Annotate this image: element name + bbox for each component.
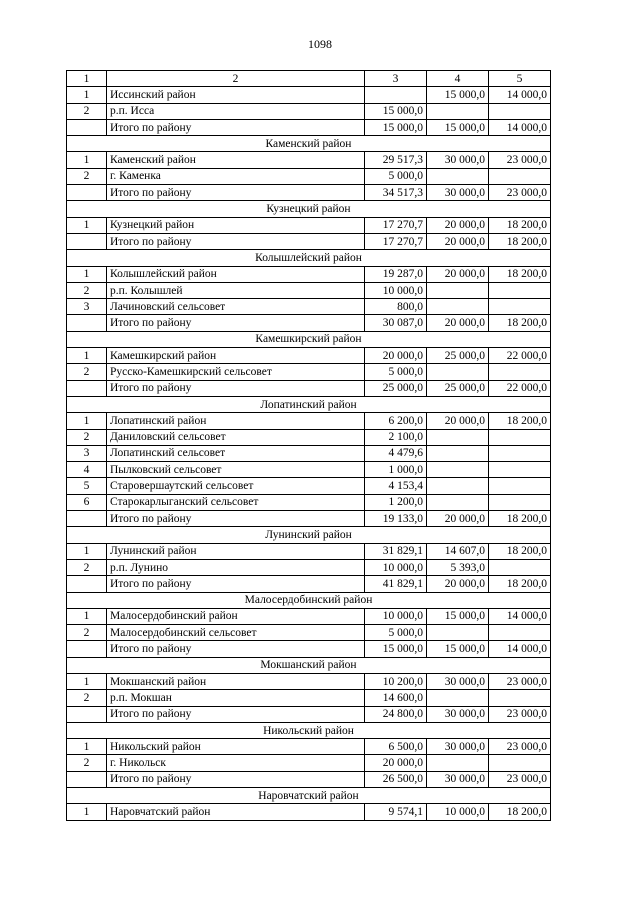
value-col5-cell — [489, 364, 551, 380]
value-col4-cell: 30 000,0 — [427, 152, 489, 168]
entity-name-cell: Мокшанский район — [107, 673, 365, 689]
table-row — [67, 625, 551, 641]
entity-name-cell: р.п. Мокшан — [107, 690, 365, 706]
table-row — [67, 559, 551, 575]
column-header: 2 — [107, 71, 365, 87]
row-number-cell — [67, 641, 107, 657]
row-number-cell: 1 — [67, 217, 107, 233]
table-row — [67, 739, 551, 755]
table-row — [67, 673, 551, 689]
section-title: Малосердобинский район — [67, 592, 551, 608]
table-row — [67, 103, 551, 119]
value-col4-cell: 10 000,0 — [427, 804, 489, 820]
entity-name-cell: Итого по району — [107, 576, 365, 592]
table-row — [67, 87, 551, 103]
value-col3-cell: 29 517,3 — [365, 152, 427, 168]
row-number-cell: 1 — [67, 739, 107, 755]
value-col5-cell: 18 200,0 — [489, 413, 551, 429]
section-heading-row — [67, 201, 551, 217]
table-row — [67, 429, 551, 445]
value-col5-cell — [489, 755, 551, 771]
value-col3-cell — [365, 87, 427, 103]
value-col3-cell: 25 000,0 — [365, 380, 427, 396]
value-col4-cell: 20 000,0 — [427, 413, 489, 429]
entity-name-cell: Итого по району — [107, 185, 365, 201]
value-col3-cell: 34 517,3 — [365, 185, 427, 201]
value-col5-cell: 18 200,0 — [489, 576, 551, 592]
value-col5-cell: 22 000,0 — [489, 348, 551, 364]
row-number-cell: 3 — [67, 299, 107, 315]
table-row — [67, 494, 551, 510]
budget-table — [66, 70, 551, 821]
value-col4-cell — [427, 690, 489, 706]
value-col5-cell — [489, 690, 551, 706]
table-row — [67, 348, 551, 364]
table-row — [67, 690, 551, 706]
value-col5-cell — [489, 445, 551, 461]
row-number-cell: 1 — [67, 608, 107, 624]
value-col5-cell — [489, 299, 551, 315]
value-col4-cell: 30 000,0 — [427, 771, 489, 787]
table-row — [67, 462, 551, 478]
row-number-cell — [67, 119, 107, 135]
value-col3-cell: 20 000,0 — [365, 348, 427, 364]
entity-name-cell: Малосердобинский район — [107, 608, 365, 624]
entity-name-cell: Итого по району — [107, 511, 365, 527]
value-col3-cell: 5 000,0 — [365, 364, 427, 380]
value-col3-cell: 15 000,0 — [365, 103, 427, 119]
entity-name-cell: Камешкирский район — [107, 348, 365, 364]
column-header: 1 — [67, 71, 107, 87]
entity-name-cell: р.п. Колышлей — [107, 282, 365, 298]
entity-name-cell: Даниловский сельсовет — [107, 429, 365, 445]
value-col4-cell: 15 000,0 — [427, 608, 489, 624]
entity-name-cell: Русско-Камешкирский сельсовет — [107, 364, 365, 380]
section-title: Камешкирский район — [67, 331, 551, 347]
entity-name-cell: г. Каменка — [107, 168, 365, 184]
value-col3-cell: 15 000,0 — [365, 119, 427, 135]
value-col5-cell — [489, 494, 551, 510]
entity-name-cell: Иссинский район — [107, 87, 365, 103]
entity-name-cell: Наровчатский район — [107, 804, 365, 820]
value-col5-cell: 14 000,0 — [489, 87, 551, 103]
row-number-cell: 1 — [67, 87, 107, 103]
value-col3-cell: 10 000,0 — [365, 608, 427, 624]
row-number-cell — [67, 771, 107, 787]
row-number-cell: 2 — [67, 429, 107, 445]
row-number-cell: 1 — [67, 266, 107, 282]
section-title: Каменский район — [67, 136, 551, 152]
row-number-cell: 1 — [67, 413, 107, 429]
entity-name-cell: Старовершаутский сельсовет — [107, 478, 365, 494]
row-number-cell: 2 — [67, 364, 107, 380]
value-col3-cell: 19 133,0 — [365, 511, 427, 527]
table-row — [67, 804, 551, 820]
entity-name-cell: Итого по району — [107, 233, 365, 249]
row-number-cell — [67, 315, 107, 331]
entity-name-cell: Итого по району — [107, 119, 365, 135]
value-col3-cell: 9 574,1 — [365, 804, 427, 820]
value-col5-cell — [489, 625, 551, 641]
value-col5-cell — [489, 462, 551, 478]
value-col3-cell: 6 500,0 — [365, 739, 427, 755]
entity-name-cell: г. Никольск — [107, 755, 365, 771]
value-col4-cell — [427, 429, 489, 445]
value-col3-cell: 4 153,4 — [365, 478, 427, 494]
entity-name-cell: р.п. Лунино — [107, 559, 365, 575]
value-col5-cell — [489, 559, 551, 575]
entity-name-cell: Пылковский сельсовет — [107, 462, 365, 478]
value-col4-cell: 20 000,0 — [427, 217, 489, 233]
value-col3-cell: 15 000,0 — [365, 641, 427, 657]
value-col5-cell: 14 000,0 — [489, 641, 551, 657]
row-number-cell — [67, 511, 107, 527]
table-row — [67, 543, 551, 559]
entity-name-cell: Лопатинский сельсовет — [107, 445, 365, 461]
value-col5-cell: 23 000,0 — [489, 706, 551, 722]
row-number-cell: 1 — [67, 804, 107, 820]
row-number-cell: 2 — [67, 690, 107, 706]
entity-name-cell: Малосердобинский сельсовет — [107, 625, 365, 641]
value-col4-cell: 30 000,0 — [427, 739, 489, 755]
value-col4-cell: 25 000,0 — [427, 380, 489, 396]
row-number-cell: 1 — [67, 543, 107, 559]
entity-name-cell: Старокарлыганский сельсовет — [107, 494, 365, 510]
value-col4-cell: 20 000,0 — [427, 576, 489, 592]
total-row — [67, 576, 551, 592]
table-row — [67, 364, 551, 380]
value-col4-cell — [427, 445, 489, 461]
column-header: 4 — [427, 71, 489, 87]
entity-name-cell: Никольский район — [107, 739, 365, 755]
value-col3-cell: 31 829,1 — [365, 543, 427, 559]
value-col3-cell: 20 000,0 — [365, 755, 427, 771]
value-col3-cell: 10 200,0 — [365, 673, 427, 689]
row-number-cell — [67, 233, 107, 249]
value-col5-cell: 14 000,0 — [489, 119, 551, 135]
total-row — [67, 771, 551, 787]
column-header: 3 — [365, 71, 427, 87]
value-col4-cell — [427, 625, 489, 641]
total-row — [67, 315, 551, 331]
total-row — [67, 185, 551, 201]
value-col4-cell: 20 000,0 — [427, 511, 489, 527]
row-number-cell: 2 — [67, 755, 107, 771]
entity-name-cell: Итого по району — [107, 380, 365, 396]
value-col3-cell: 30 087,0 — [365, 315, 427, 331]
value-col5-cell: 23 000,0 — [489, 739, 551, 755]
value-col3-cell: 24 800,0 — [365, 706, 427, 722]
section-title: Мокшанский район — [67, 657, 551, 673]
row-number-cell: 1 — [67, 673, 107, 689]
value-col4-cell — [427, 364, 489, 380]
value-col5-cell — [489, 478, 551, 494]
value-col4-cell: 25 000,0 — [427, 348, 489, 364]
row-number-cell — [67, 706, 107, 722]
entity-name-cell: Каменский район — [107, 152, 365, 168]
value-col3-cell: 26 500,0 — [365, 771, 427, 787]
value-col3-cell: 17 270,7 — [365, 217, 427, 233]
entity-name-cell: р.п. Исса — [107, 103, 365, 119]
value-col5-cell: 18 200,0 — [489, 543, 551, 559]
row-number-cell: 2 — [67, 282, 107, 298]
value-col4-cell — [427, 103, 489, 119]
section-title: Лопатинский район — [67, 396, 551, 412]
row-number-cell: 2 — [67, 103, 107, 119]
value-col4-cell: 30 000,0 — [427, 673, 489, 689]
section-title: Колышлейский район — [67, 250, 551, 266]
page-number: 1098 — [308, 37, 332, 51]
row-number-cell — [67, 380, 107, 396]
section-heading-row — [67, 527, 551, 543]
entity-name-cell: Итого по району — [107, 706, 365, 722]
total-row — [67, 233, 551, 249]
value-col5-cell: 23 000,0 — [489, 152, 551, 168]
table-row — [67, 152, 551, 168]
section-heading-row — [67, 331, 551, 347]
entity-name-cell: Итого по району — [107, 771, 365, 787]
row-number-cell: 1 — [67, 348, 107, 364]
value-col5-cell: 18 200,0 — [489, 315, 551, 331]
column-header: 5 — [489, 71, 551, 87]
value-col4-cell — [427, 755, 489, 771]
value-col3-cell: 5 000,0 — [365, 168, 427, 184]
row-number-cell: 2 — [67, 168, 107, 184]
value-col4-cell: 30 000,0 — [427, 706, 489, 722]
total-row — [67, 511, 551, 527]
value-col4-cell: 30 000,0 — [427, 185, 489, 201]
value-col4-cell: 20 000,0 — [427, 233, 489, 249]
entity-name-cell: Колышлейский район — [107, 266, 365, 282]
row-number-cell: 5 — [67, 478, 107, 494]
table-body — [67, 71, 551, 821]
value-col3-cell: 10 000,0 — [365, 559, 427, 575]
section-title: Наровчатский район — [67, 788, 551, 804]
table-row — [67, 413, 551, 429]
section-heading-row — [67, 592, 551, 608]
row-number-cell: 3 — [67, 445, 107, 461]
table-row — [67, 266, 551, 282]
value-col5-cell — [489, 103, 551, 119]
value-col3-cell: 1 000,0 — [365, 462, 427, 478]
value-col5-cell: 23 000,0 — [489, 673, 551, 689]
value-col5-cell: 14 000,0 — [489, 608, 551, 624]
section-title: Кузнецкий район — [67, 201, 551, 217]
value-col4-cell — [427, 299, 489, 315]
total-row — [67, 641, 551, 657]
table-row — [67, 755, 551, 771]
total-row — [67, 119, 551, 135]
value-col5-cell: 18 200,0 — [489, 233, 551, 249]
total-row — [67, 706, 551, 722]
total-row — [67, 380, 551, 396]
value-col3-cell: 6 200,0 — [365, 413, 427, 429]
table-row — [67, 445, 551, 461]
section-heading-row — [67, 722, 551, 738]
value-col4-cell: 14 607,0 — [427, 543, 489, 559]
table-row — [67, 217, 551, 233]
value-col3-cell: 1 200,0 — [365, 494, 427, 510]
row-number-cell: 6 — [67, 494, 107, 510]
value-col4-cell — [427, 478, 489, 494]
entity-name-cell: Кузнецкий район — [107, 217, 365, 233]
table-row — [67, 299, 551, 315]
value-col3-cell: 41 829,1 — [365, 576, 427, 592]
value-col4-cell — [427, 494, 489, 510]
entity-name-cell: Лунинский район — [107, 543, 365, 559]
value-col5-cell: 18 200,0 — [489, 266, 551, 282]
value-col3-cell: 10 000,0 — [365, 282, 427, 298]
entity-name-cell: Итого по району — [107, 315, 365, 331]
table-row — [67, 282, 551, 298]
value-col4-cell — [427, 462, 489, 478]
value-col3-cell: 19 287,0 — [365, 266, 427, 282]
section-title: Лунинский район — [67, 527, 551, 543]
value-col5-cell: 22 000,0 — [489, 380, 551, 396]
row-number-cell: 1 — [67, 152, 107, 168]
entity-name-cell: Итого по району — [107, 641, 365, 657]
table-row — [67, 478, 551, 494]
value-col5-cell — [489, 282, 551, 298]
entity-name-cell: Лопатинский район — [107, 413, 365, 429]
value-col3-cell: 800,0 — [365, 299, 427, 315]
value-col4-cell: 5 393,0 — [427, 559, 489, 575]
value-col4-cell: 20 000,0 — [427, 315, 489, 331]
value-col3-cell: 4 479,6 — [365, 445, 427, 461]
section-heading-row — [67, 657, 551, 673]
section-heading-row — [67, 396, 551, 412]
value-col4-cell: 15 000,0 — [427, 641, 489, 657]
row-number-cell — [67, 576, 107, 592]
value-col3-cell: 2 100,0 — [365, 429, 427, 445]
row-number-cell: 2 — [67, 625, 107, 641]
value-col4-cell — [427, 282, 489, 298]
value-col3-cell: 17 270,7 — [365, 233, 427, 249]
row-number-cell: 2 — [67, 559, 107, 575]
value-col5-cell: 18 200,0 — [489, 511, 551, 527]
value-col4-cell: 15 000,0 — [427, 119, 489, 135]
section-title: Никольский район — [67, 722, 551, 738]
section-heading-row — [67, 136, 551, 152]
value-col5-cell: 23 000,0 — [489, 771, 551, 787]
value-col4-cell — [427, 168, 489, 184]
value-col5-cell — [489, 429, 551, 445]
section-heading-row — [67, 788, 551, 804]
section-heading-row — [67, 250, 551, 266]
table-row — [67, 608, 551, 624]
value-col3-cell: 14 600,0 — [365, 690, 427, 706]
entity-name-cell: Лачиновский сельсовет — [107, 299, 365, 315]
value-col4-cell: 15 000,0 — [427, 87, 489, 103]
value-col4-cell: 20 000,0 — [427, 266, 489, 282]
value-col5-cell: 18 200,0 — [489, 804, 551, 820]
value-col5-cell: 18 200,0 — [489, 217, 551, 233]
table-row — [67, 168, 551, 184]
value-col3-cell: 5 000,0 — [365, 625, 427, 641]
header-row — [67, 71, 551, 87]
value-col5-cell: 23 000,0 — [489, 185, 551, 201]
row-number-cell — [67, 185, 107, 201]
value-col5-cell — [489, 168, 551, 184]
row-number-cell: 4 — [67, 462, 107, 478]
